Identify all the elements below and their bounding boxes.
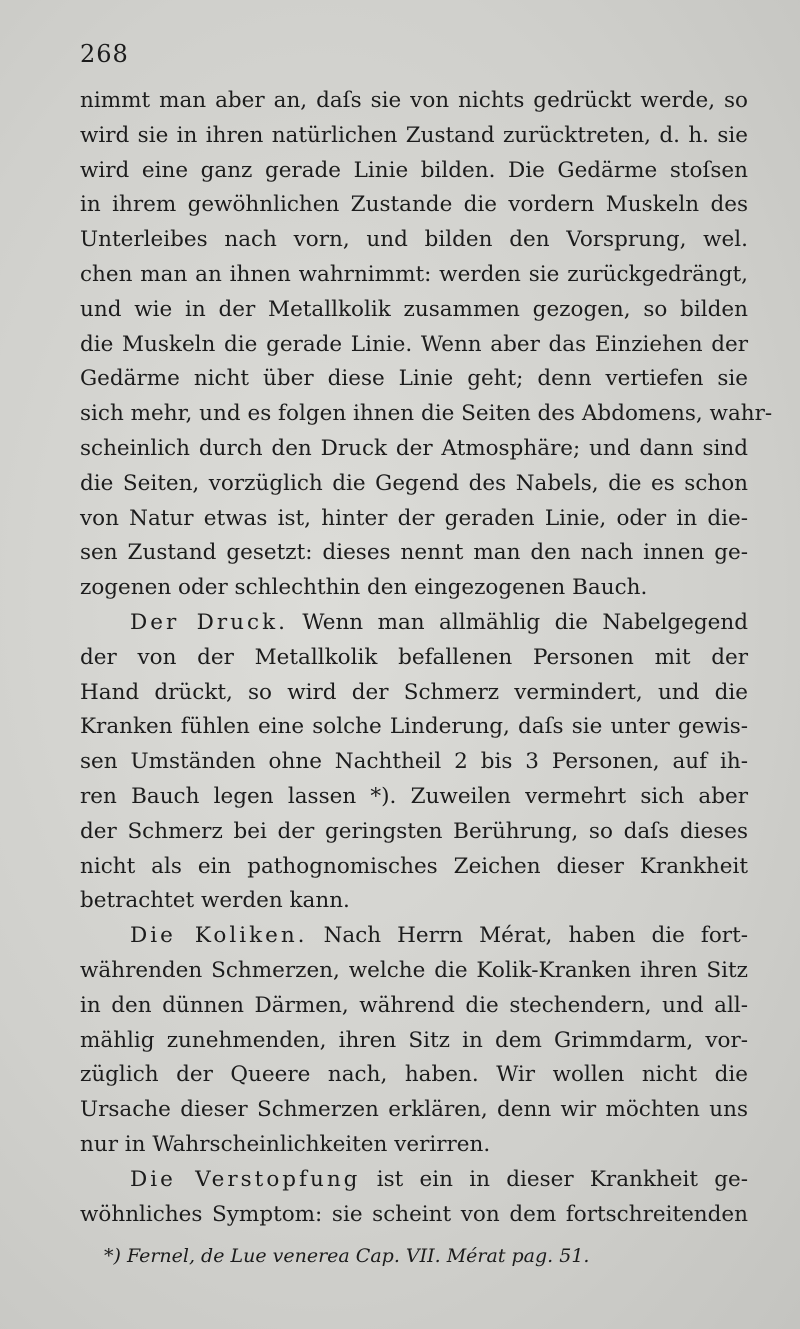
text-line [80,676,748,711]
text-line [80,328,748,363]
text-line [80,745,748,780]
text-line [80,606,748,641]
line-text: in den dünnen Därmen, während die stechendern, und all- [80,992,748,1018]
text-line [80,1058,748,1093]
text-line [80,641,748,676]
text-line [80,432,748,467]
text-line [80,989,748,1024]
line-text: chen man an ihnen wahrnimmt: werden sie zurückgedrängt, [80,261,748,287]
line-text: sich mehr, und es folgen ihnen die Seiten des Abdomens, wahr- [80,401,773,427]
line-text: sen Umständen ohne Nachtheil 2 bis 3 Personen, auf ih- [80,749,748,775]
text-line [80,850,748,885]
line-text: nimmt man aber an, daſs sie von nichts gedrückt werde, so [80,88,748,113]
line-text: mählig zunehmenden, ihren Sitz in dem Grimmdarm, vor- [80,1027,748,1053]
line-text: züglich der Queere nach, haben. Wir wollen nicht die [80,1062,748,1088]
line-text: währenden Schmerzen, welche die Kolik-Kranken ihren Sitz [80,957,748,983]
line-text: Unterleibes nach vorn, und bilden den Vorsprung, wel. [80,227,748,253]
line-text: Wenn man allmählig die Nabelgegend [302,609,748,635]
line-text: Kranken fühlen eine solche Linderung, daſs sie unter gewis- [80,714,748,740]
line-text: und wie in der Metallkolik zusammen gezogen, so bilden [80,296,748,322]
line-text: Hand drückt, so wird der Schmerz vermindert, und die [80,679,748,705]
line-text: Ursache dieser Schmerzen erklären, denn wir möchten uns [80,1097,748,1123]
text-line [80,119,748,154]
text-line [80,1093,748,1128]
text-line [80,954,748,989]
text-line [80,188,748,223]
text-line [80,536,748,571]
line-text: nicht als ein pathognomisches Zeichen dieser Krankheit [80,853,748,879]
text-line [80,502,748,537]
text-line [80,293,748,328]
body-text [80,84,773,1232]
line-text: betrachtet werden kann. [80,888,350,914]
text-line [80,397,773,432]
line-text: sen Zustand gesetzt: dieses nennt man den nach innen ge- [80,540,748,566]
line-text: ren Bauch legen lassen *). Zuweilen vermehrt sich aber [80,783,748,809]
line-text: wird eine ganz gerade Linie bilden. Die Gedärme stoſsen [80,157,748,183]
line-text: in ihrem gewöhnlichen Zustande die vordern Muskeln des [80,192,748,218]
section-lead: Der Druck. [130,609,288,635]
section-lead: Die Koliken. [130,923,308,949]
text-line [80,258,748,293]
line-text: wöhnliches Symptom: sie scheint von dem fortschreitenden [80,1201,748,1227]
line-text: nur in Wahrscheinlichkeiten verirren. [80,1131,491,1157]
text-line [80,710,748,745]
text-line [80,1024,748,1059]
footnote: *) Fernel, de Lue venerea Cap. VII. Mérat pag. 51. [104,1245,590,1267]
text-line [80,467,748,502]
line-text: wird sie in ihren natürlichen Zustand zurücktreten, d. h. sie [80,122,748,148]
line-text: zogenen oder schlechthin den eingezogenen Bauch. [80,575,648,601]
text-line [80,571,748,606]
page-number: 268 [80,40,129,68]
line-text: Nach Herrn Mérat, haben die fort- [323,923,748,949]
text-line [80,815,748,850]
line-text: Gedärme nicht über diese Linie geht; denn vertiefen sie [80,366,748,392]
line-text: der Schmerz bei der geringsten Berührung, so daſs dieses [80,818,748,844]
text-line [80,780,748,815]
text-line [80,362,748,397]
text-line [80,1163,748,1198]
line-text: scheinlich durch den Druck der Atmosphäre; und dann sind [80,435,748,461]
text-line [80,154,748,189]
text-line [80,919,748,954]
text-line [80,884,748,919]
line-text: die Muskeln die gerade Linie. Wenn aber das Einziehen der [80,331,748,357]
line-text: der von der Metallkolik befallenen Personen mit der [80,644,748,670]
text-line [80,223,748,258]
section-lead: Die Verstopfung [130,1166,361,1192]
line-text: die Seiten, vorzüglich die Gegend des Nabels, die es schon [80,470,748,496]
text-line [80,1198,748,1233]
line-text: von Natur etwas ist, hinter der geraden Linie, oder in die- [80,505,748,531]
text-line [80,84,748,119]
text-line [80,1128,748,1163]
line-text: ist ein in dieser Krankheit ge- [376,1166,748,1192]
